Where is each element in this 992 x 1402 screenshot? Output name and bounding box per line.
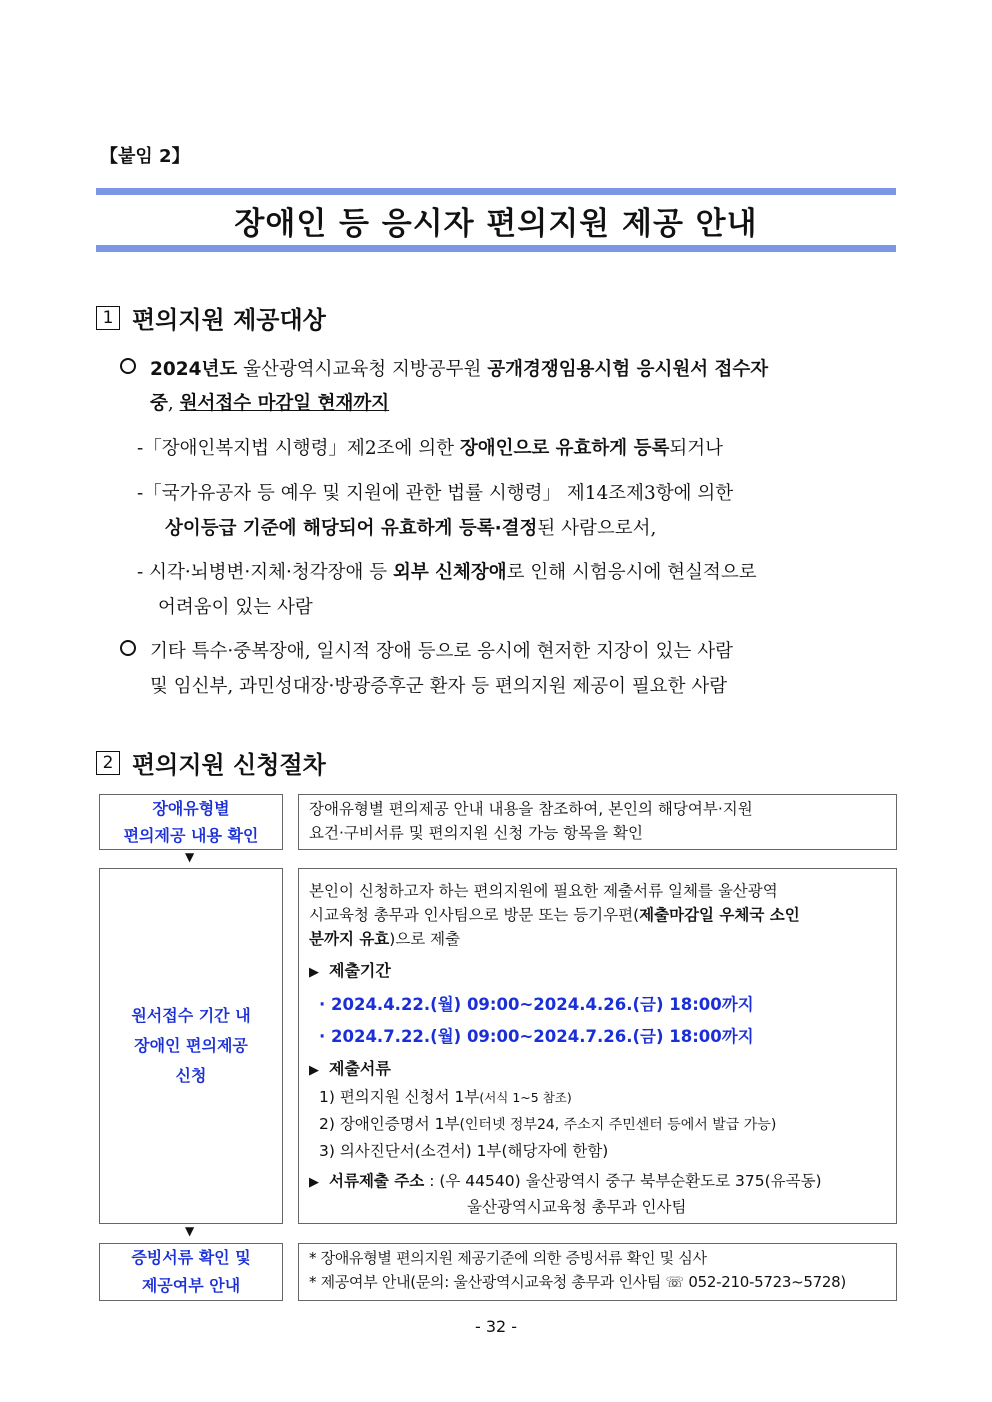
- target-item-1-line2: 중, 원서접수 마감일 현재까지: [150, 393, 390, 414]
- doc-item-2: 2) 장애인증명서 1부(인터넷 정부24, 주소지 주민센터 등에서 발급 가능): [319, 1115, 777, 1133]
- target-subitem-disabled-welfare: -「장애인복지법 시행령」제2조에 의한 장애인으로 유효하게 등록되거나: [137, 438, 723, 459]
- submission-period-heading: ▶ 제출기간: [309, 961, 391, 980]
- step3-content-box: [298, 1243, 897, 1301]
- page-number: - 32 -: [474, 1317, 518, 1336]
- step3-label-line1: 증빙서류 확인 및: [131, 1248, 251, 1267]
- triangle-bullet-icon: ▶: [309, 965, 319, 980]
- submission-period-1: · 2024.4.22.(월) 09:00~2024.4.26.(금) 18:00까지: [319, 995, 754, 1014]
- step2-label-box: [99, 868, 283, 1224]
- section2-title: 편의지원 신청절차: [132, 751, 326, 779]
- triangle-bullet-icon: ▶: [309, 1063, 319, 1078]
- step3-label-line2: 제공여부 안내: [141, 1276, 241, 1295]
- target-subitem-physical-line1: - 시각·뇌병변·지체·청각장애 등 외부 신체장애로 인해 시험응시에 현실적으로: [137, 562, 757, 583]
- step1-content-box: [298, 794, 897, 850]
- flow-arrow-down-icon: ▼: [185, 850, 195, 864]
- step1-text-line1: 장애유형별 편의제공 안내 내용을 참조하여, 본인의 해당여부·지원: [309, 800, 753, 818]
- submission-address-line2: 울산광역시교육청 총무과 인사팀: [467, 1198, 687, 1216]
- step2-intro-line1: 본인이 신청하고자 하는 편의지원에 필요한 제출서류 일체를 울산광역: [309, 882, 778, 900]
- doc-item-3: 3) 의사진단서(소견서) 1부(해당자에 한함): [319, 1142, 609, 1160]
- section1-number: 1: [96, 306, 120, 330]
- target-subitem-veterans-line2: 상이등급 기준에 해당되어 유효하게 등록·결정된 사람으로서,: [165, 518, 657, 539]
- target-item-1-line1: 2024년도 울산광역시교육청 지방공무원 공개경쟁임용시험 응시원서 접수자: [120, 355, 768, 381]
- section2-heading: [96, 745, 326, 780]
- submission-period-2: · 2024.7.22.(월) 09:00~2024.7.26.(금) 18:00까지: [319, 1027, 754, 1046]
- target-item-2-line1: 기타 특수·중복장애, 일시적 장애 등으로 응시에 현저한 지장이 있는 사람: [120, 637, 733, 663]
- target-subitem-physical-line2: 어려움이 있는 사람: [158, 597, 313, 618]
- title-top-rule: [96, 188, 896, 195]
- step1-text-line2: 요건·구비서류 및 편의지원 신청 가능 항목을 확인: [309, 824, 643, 842]
- flow-arrow-down-icon: ▼: [185, 1224, 195, 1238]
- step2-intro-line2: 시교육청 총무과 인사팀으로 방문 또는 등기우편(제출마감일 우체국 소인: [309, 906, 800, 924]
- step1-label-box: [99, 794, 283, 850]
- step3-text-line1: * 장애유형별 편의지원 제공기준에 의한 증빙서류 확인 및 심사: [309, 1249, 707, 1267]
- bullet-circle-icon: [120, 640, 136, 656]
- triangle-bullet-icon: ▶: [309, 1175, 319, 1190]
- target-item-2-line2: 및 임신부, 과민성대장·방광증후군 환자 등 편의지원 제공이 필요한 사람: [150, 676, 728, 697]
- title-bottom-rule: [96, 245, 896, 252]
- step2-content-box: [298, 868, 897, 1224]
- bullet-circle-icon: [120, 358, 136, 374]
- step3-label-box: [99, 1243, 283, 1301]
- step2-label-line2: 장애인 편의제공: [134, 1036, 248, 1055]
- submission-docs-heading: ▶ 제출서류: [309, 1059, 391, 1078]
- submission-address-line1: ▶ 서류제출 주소 : (우 44540) 울산광역시 중구 북부순환도로 375(유곡동): [309, 1172, 822, 1190]
- step2-intro-line3: 분까지 유효)으로 제출: [309, 930, 461, 948]
- section1-heading: [96, 300, 326, 335]
- step2-label-line1: 원서접수 기간 내: [131, 1006, 251, 1025]
- target-subitem-veterans-line1: -「국가유공자 등 예우 및 지원에 관한 법률 시행령」 제14조제3항에 의한: [137, 483, 734, 504]
- section2-number: 2: [96, 751, 120, 775]
- step2-label-line3: 신청: [175, 1066, 207, 1085]
- page-title: 장애인 등 응시자 편의지원 제공 안내: [234, 206, 758, 242]
- doc-item-1: 1) 편의지원 신청서 1부(서식 1~5 참조): [319, 1088, 572, 1106]
- step1-label-line2: 편의제공 내용 확인: [123, 826, 259, 845]
- section1-title: 편의지원 제공대상: [132, 306, 326, 334]
- attachment-label: 【붙임 2】: [100, 146, 190, 167]
- step3-text-line2: * 제공여부 안내(문의: 울산광역시교육청 총무과 인사팀 ☏ 052-210-5723~5728): [309, 1273, 846, 1291]
- step1-label-line1: 장애유형별: [152, 799, 230, 818]
